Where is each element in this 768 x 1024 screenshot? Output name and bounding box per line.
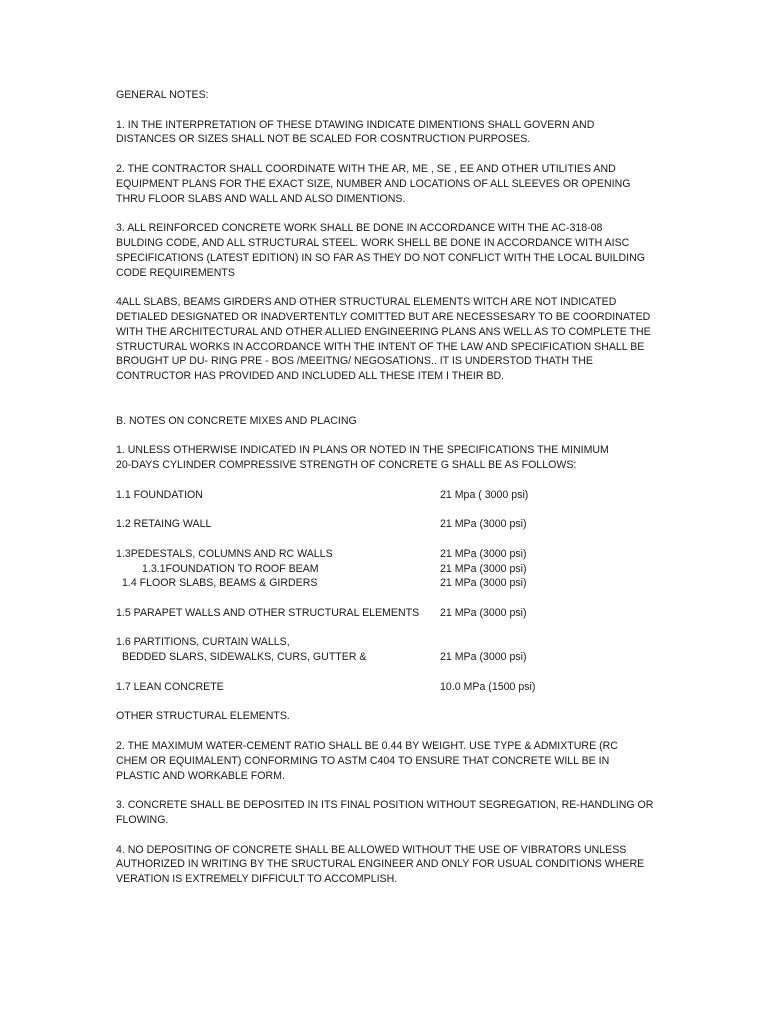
general-note-2 xyxy=(116,162,676,206)
note-line: 2. THE MAXIMUM WATER-CEMENT RATIO SHALL BE 0.44 BY WEIGHT. USE TYPE & ADMIXTURE (RC xyxy=(116,740,618,753)
section-heading: B. NOTES ON CONCRETE MIXES AND PLACING xyxy=(116,414,357,427)
spec-item: 1.3.1FOUNDATION TO ROOF BEAM xyxy=(142,562,319,575)
spec-value: 21 MPa (3000 psi) xyxy=(440,547,527,560)
note-line: CONTRUCTOR HAS PROVIDED AND INCLUDED ALL THESE ITEM I THEIR BD. xyxy=(116,370,505,383)
section-b-note-4 xyxy=(116,843,676,887)
note-line: VERATION IS EXTREMELY DIFFICULT TO ACCOMPLISH. xyxy=(116,873,398,886)
spec-floor-slabs xyxy=(116,576,676,591)
spec-item: BEDDED SLARS, SIDEWALKS, CURS, GUTTER & xyxy=(122,651,367,664)
general-note-1 xyxy=(116,118,676,148)
spec-partitions-heading xyxy=(116,635,676,650)
note-line: BROUGHT UP DU- RING PRE - BOS /MEEITNG/ NEGOSATIONS.. IT IS UNDERSTOD THATH THE xyxy=(116,355,593,368)
note-line: STRUCTURAL WORKS IN ACCORDANCE WITH THE INTENT OF THE LAW AND SPECIFICATION SHALL BE xyxy=(116,340,645,353)
note-line: 3. CONCRETE SHALL BE DEPOSITED IN ITS FINAL POSITION WITHOUT SEGREGATION, RE-HANDLING OR xyxy=(116,799,654,812)
note-line: 3. ALL REINFORCED CONCRETE WORK SHALL BE DONE IN ACCORDANCE WITH THE AC-318-08 xyxy=(116,222,603,235)
spec-value: 21 MPa (3000 psi) xyxy=(440,577,527,590)
note-line: DISTANCES OR SIZES SHALL NOT BE SCALED FOR COSNTRUCTION PURPOSES. xyxy=(116,133,531,146)
note-line: WITH THE ARCHITECTURAL AND OTHER ALLIED ENGINEERING PLANS ANS WELL AS TO COMPLETE THE xyxy=(116,325,651,338)
note-line: DETIALED DESIGNATED OR INADVERTENTLY COMITTED BUT ARE NECESSESARY TO BE COORDINATED xyxy=(116,310,651,323)
spec-item: 1.7 LEAN CONCRETE xyxy=(116,680,224,693)
spec-value: 21 Mpa ( 3000 psi) xyxy=(440,488,529,501)
section-b-note-3 xyxy=(116,798,676,828)
section-b-note-2 xyxy=(116,739,676,783)
note-line: THRU FLOOR SLABS AND WALL AND ALSO DIMENTIONS. xyxy=(116,192,406,205)
spec-item: 1.2 RETAING WALL xyxy=(116,518,212,531)
spec-item: 1.3PEDESTALS, COLUMNS AND RC WALLS xyxy=(116,547,333,560)
general-note-3 xyxy=(116,221,676,280)
other-elements xyxy=(116,709,676,724)
note-line: 4ALL SLABS, BEAMS GIRDERS AND OTHER STRUCTURAL ELEMENTS WITCH ARE NOT INDICATED xyxy=(116,296,617,309)
spec-pedestals xyxy=(116,547,676,562)
note-line: PLASTIC AND WORKABLE FORM. xyxy=(116,769,285,782)
note-line: 4. NO DEPOSITING OF CONCRETE SHALL BE ALLOWED WITHOUT THE USE OF VIBRATORS UNLESS xyxy=(116,843,627,856)
document-page xyxy=(116,88,676,887)
note-line: CHEM OR EQUIMALENT) CONFORMING TO ASTM C404 TO ENSURE THAT CONCRETE WILL BE IN xyxy=(116,754,610,767)
intro-line: 20-DAYS CYLINDER COMPRESSIVE STRENGTH OF CONCRETE G SHALL BE AS FOLLOWS: xyxy=(116,458,577,471)
other-elements-text: OTHER STRUCTURAL ELEMENTS. xyxy=(116,710,290,723)
spec-value: 21 MPa (3000 psi) xyxy=(440,606,527,619)
spec-partitions xyxy=(116,650,676,665)
note-line: FLOWING. xyxy=(116,814,169,827)
section-b-heading xyxy=(116,414,676,429)
note-line: BULDING CODE, AND ALL STRUCTURAL STEEL. WORK SHELL BE DONE IN ACCORDANCE WITH AISC xyxy=(116,236,630,249)
note-line: 2. THE CONTRACTOR SHALL COORDINATE WITH THE AR, ME , SE , EE AND OTHER UTILITIES AND xyxy=(116,162,616,175)
spec-item: 1.4 FLOOR SLABS, BEAMS & GIRDERS xyxy=(122,577,318,590)
spec-value: 21 MPa (3000 psi) xyxy=(440,518,527,531)
section-b-intro xyxy=(116,443,676,473)
document-title xyxy=(116,88,676,103)
note-line: 1. IN THE INTERPRETATION OF THESE DTAWING INDICATE DIMENTIONS SHALL GOVERN AND xyxy=(116,118,595,131)
spec-value: 21 MPa (3000 psi) xyxy=(440,562,527,575)
note-line: CODE REQUIREMENTS xyxy=(116,266,235,279)
spec-parapet xyxy=(116,606,676,621)
spec-value: 10.0 MPa (1500 psi) xyxy=(440,680,536,693)
title-text: GENERAL NOTES: xyxy=(116,89,209,101)
intro-line: 1. UNLESS OTHERWISE INDICATED IN PLANS OR NOTED IN THE SPECIFICATIONS THE MINIMUM xyxy=(116,444,609,457)
note-line: SPECIFICATIONS (LATEST EDITION) IN SO FAR AS THEY DO NOT CONFLICT WITH THE LOCAL BUILDING xyxy=(116,251,645,264)
spec-foundation xyxy=(116,488,676,503)
note-line: EQUIPMENT PLANS FOR THE EXACT SIZE, NUMBER AND LOCATIONS OF ALL SLEEVES OR OPENING xyxy=(116,177,631,190)
general-note-4 xyxy=(116,295,676,384)
spec-item: 1.5 PARAPET WALLS AND OTHER STRUCTURAL ELEMENTS xyxy=(116,606,420,619)
spec-retaining-wall xyxy=(116,517,676,532)
spec-item: 1.1 FOUNDATION xyxy=(116,488,203,501)
spec-lean-concrete xyxy=(116,680,676,695)
spec-foundation-to-roof xyxy=(116,562,676,577)
spec-value: 21 MPa (3000 psi) xyxy=(440,651,527,664)
note-line: AUTHORIZED IN WRITING BY THE SRUCTURAL ENGINEER AND ONLY FOR USUAL CONDITIONS WHERE xyxy=(116,858,645,871)
spec-item: 1.6 PARTITIONS, CURTAIN WALLS, xyxy=(116,636,290,649)
